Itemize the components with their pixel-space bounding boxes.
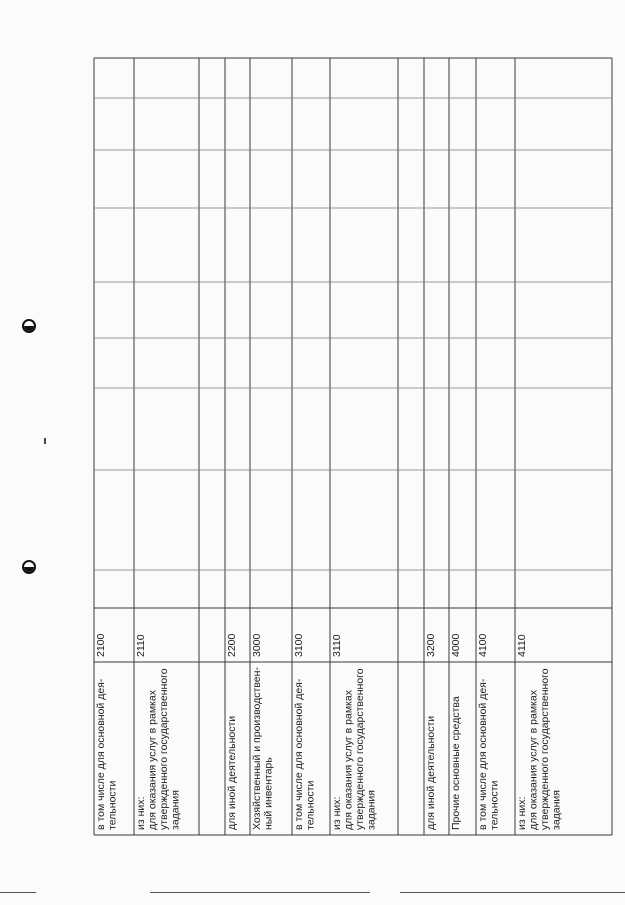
row-label-line: из них:	[516, 796, 528, 830]
row-label-line: для оказания услуг в рамках	[146, 690, 159, 830]
row-label-line: в том числе для основной дея-	[293, 678, 305, 830]
row-code: 2200	[226, 633, 238, 657]
row-label-line: в том числе для основной дея-	[477, 678, 489, 830]
row-2200	[226, 633, 238, 830]
row-3200	[425, 633, 437, 830]
row-3100	[293, 633, 317, 830]
row-label-line: из них:	[331, 796, 343, 830]
row-4100	[477, 633, 501, 830]
row-label-line: тельности	[106, 780, 119, 830]
row-4000	[450, 633, 462, 830]
row-label-line: для иной деятельности	[425, 715, 437, 830]
row-label-line: утвержденного государственного	[539, 668, 551, 830]
row-label-line: задания	[365, 790, 378, 830]
row-label-line: задания	[169, 790, 182, 830]
row-label-line: в том числе для основной дея-	[95, 678, 107, 830]
row-code: 2100	[95, 633, 107, 657]
row-code: 3110	[331, 634, 343, 657]
row-label-line: ный инвентарь	[262, 757, 275, 830]
row-label-line: Хозяйственный и производствен-	[251, 667, 263, 830]
row-label-line: утвержденного государственного	[158, 668, 170, 830]
row-label-line: для оказания услуг в рамках	[527, 690, 540, 830]
row-2110	[135, 634, 182, 830]
row-code: 4100	[477, 633, 489, 657]
row-code: 4000	[450, 633, 462, 657]
row-code: 3000	[251, 633, 263, 657]
row-label-line: тельности	[488, 780, 501, 830]
row-label-line: утвержденного государственного	[354, 668, 366, 830]
row-label-line: из них:	[135, 796, 147, 830]
row-code: 3200	[425, 633, 437, 657]
row-label-line: для иной деятельности	[226, 715, 238, 830]
row-code: 2110	[135, 634, 147, 657]
row-3000	[251, 633, 275, 830]
row-code: 4110	[516, 634, 528, 657]
row-code: 3100	[293, 633, 305, 657]
row-label-line: Прочие основные средства	[450, 696, 462, 830]
table-cells	[95, 633, 563, 830]
row-label-line: задания	[550, 790, 563, 830]
row-2100	[95, 633, 119, 830]
row-label-line: тельности	[304, 780, 317, 830]
row-3110	[331, 634, 378, 830]
row-4110	[516, 634, 563, 830]
row-label-line: для оказания услуг в рамках	[342, 690, 355, 830]
